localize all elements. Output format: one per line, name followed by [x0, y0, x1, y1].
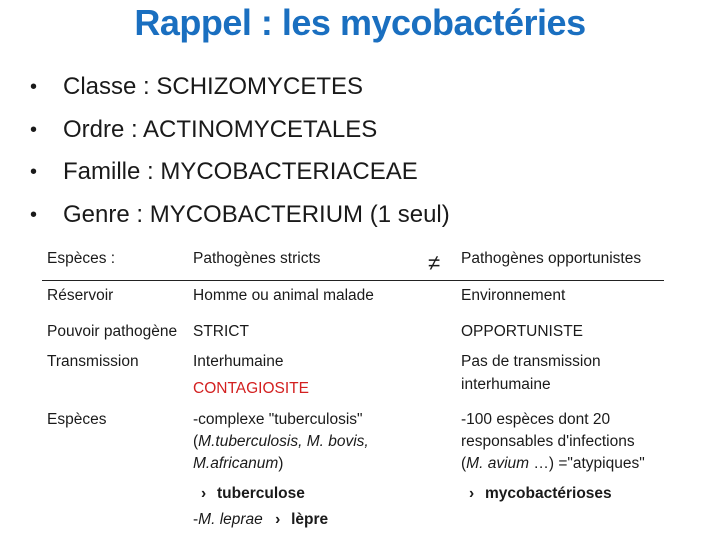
list-item-famille [30, 151, 710, 194]
header-divider [42, 280, 664, 281]
bullet-marker: • [30, 76, 38, 98]
cell-complexe-tuberculosis: -complexe "tuberculosis" [193, 411, 363, 428]
header-pathogenes-opportunistes: Pathogènes opportunistes [461, 250, 642, 267]
list-item-text: Classe : SCHIZOMYCETES [63, 73, 364, 100]
not-equal-symbol: ≠ [428, 250, 441, 275]
row-label-transmission: Transmission [47, 353, 139, 370]
result-lepre [275, 511, 328, 528]
paren-open: ( [193, 433, 199, 450]
list-item-text: Famille : MYCOBACTERIACEAE [63, 158, 418, 185]
arrow-icon: › [201, 485, 207, 502]
list-item-text: Genre : MYCOBACTERIUM (1 seul) [63, 200, 450, 228]
bullet-marker: • [30, 118, 38, 141]
cell-transmission-strict: Interhumaine [193, 353, 284, 370]
cell-leprae [193, 509, 328, 531]
page-title: Rappel : les mycobactéries [134, 2, 586, 43]
cell-pouvoir-opport: OPPORTUNISTE [461, 323, 584, 340]
result-tuberculose [201, 483, 305, 505]
list-item-text: Ordre : ACTINOMYCETALES [63, 115, 378, 143]
cell-especes-opport-1: -100 espèces dont 20 [461, 411, 611, 428]
row-label-especes: Espèces [47, 411, 107, 428]
header-pathogenes-stricts: Pathogènes stricts [193, 250, 321, 267]
species-name: M. avium [466, 455, 530, 472]
arrow-icon: › [275, 511, 281, 528]
classification-list [30, 66, 710, 236]
result-mycobacterioses [469, 483, 612, 505]
paren-close: ) [278, 455, 284, 472]
comparison-table [0, 238, 720, 540]
cell-pouvoir-strict: STRICT [193, 323, 249, 340]
result-label: lèpre [291, 511, 329, 528]
list-item-classe [30, 66, 710, 109]
header-especes: Espèces : [47, 250, 116, 267]
cell-especes-opport-2: responsables d'infections [461, 433, 635, 450]
species-name: M. leprae [198, 511, 263, 528]
result-label: tuberculose [217, 485, 305, 502]
cell-contagiosite: CONTAGIOSITE [193, 380, 309, 397]
arrow-icon: › [469, 485, 475, 502]
bullet-marker: • [30, 161, 38, 183]
list-item-genre [30, 194, 710, 237]
row-label-pouvoir: Pouvoir pathogène [47, 323, 178, 340]
species-name: M.africanum [193, 455, 279, 472]
cell-africanum [193, 453, 283, 475]
bullet-marker: • [30, 203, 38, 226]
cell-transmission-opport-1: Pas de transmission [461, 353, 601, 370]
list-item-ordre [30, 109, 710, 152]
result-label: mycobactérioses [485, 485, 612, 502]
cell-especes-opport-3 [461, 453, 645, 475]
cell-tuberculosis-species [193, 431, 369, 453]
paren-open: ( [461, 455, 467, 472]
dash-prefix: - [193, 511, 199, 528]
cell-transmission-opport-2: interhumaine [461, 376, 551, 393]
species-names: M.tuberculosis, M. bovis, [198, 433, 369, 450]
cell-reservoir-strict: Homme ou animal malade [193, 287, 374, 304]
row-label-reservoir: Réservoir [47, 287, 114, 304]
atypiques-text: …) ="atypiques" [529, 455, 645, 472]
cell-reservoir-opport: Environnement [461, 287, 566, 304]
